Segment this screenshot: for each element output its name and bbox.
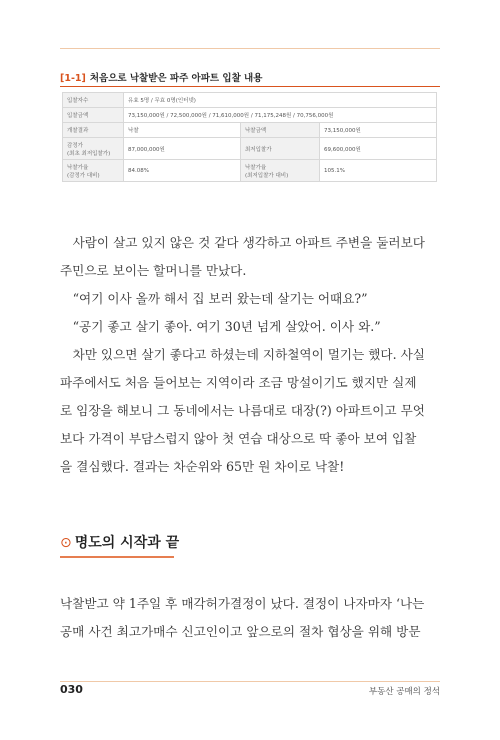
table-row <box>63 160 437 182</box>
section-underline <box>60 556 174 558</box>
bid-amounts-label: 입찰금액 <box>63 108 124 123</box>
min-bid-value: 69,600,000원 <box>319 138 436 160</box>
table-caption <box>60 70 262 84</box>
paragraph-2 <box>60 285 448 313</box>
result-label: 개찰결과 <box>63 123 124 138</box>
min-bid-label: 최저입찰가 <box>240 138 319 160</box>
text-line: “여기 이사 올까 해서 집 보러 왔는데 살기는 어때요?” <box>60 291 368 306</box>
text-line: 공매 사건 최고가매수 신고인이고 앞으로의 절차 협상을 위해 방문 <box>60 624 421 639</box>
table-tag: [1-1] <box>60 73 86 84</box>
table-row <box>63 108 437 123</box>
section-heading-text: 명도의 시작과 끝 <box>74 535 180 551</box>
winning-bid-value: 73,150,000원 <box>319 123 436 138</box>
bidders-value: 유효 5명 / 무효 0명(인터넷) <box>124 93 437 108</box>
result-value: 낙찰 <box>124 123 241 138</box>
text-line: 파주에서도 처음 들어보는 지역이라 조금 망설이기도 했지만 실제 <box>60 375 417 390</box>
footer-rule <box>60 681 440 682</box>
auction-table <box>62 92 437 182</box>
location-pin-icon: ⊙ <box>60 535 72 551</box>
appraisal-value: 87,000,000원 <box>124 138 241 160</box>
table-title: 처음으로 낙찰받은 파주 아파트 입찰 내용 <box>89 73 263 84</box>
paragraph-5 <box>60 590 448 646</box>
text-line: 낙찰받고 약 1주일 후 매각허가결정이 났다. 결정이 나자마자 ‘나는 <box>60 596 425 611</box>
ratio-appraisal-label: 낙찰가율 (감정가 대비) <box>63 160 124 182</box>
table-row <box>63 138 437 160</box>
bidders-label: 입찰자수 <box>63 93 124 108</box>
winning-bid-label: 낙찰금액 <box>240 123 319 138</box>
page-number: 030 <box>60 683 83 696</box>
paragraph-4 <box>60 341 448 481</box>
ratio-appraisal-value: 84.08% <box>124 160 241 182</box>
text-line: 사람이 살고 있지 않은 것 같다 생각하고 아파트 주변을 둘러보다 <box>60 235 425 250</box>
table-row <box>63 93 437 108</box>
table-row <box>63 123 437 138</box>
section-heading <box>60 532 179 552</box>
caption-rule <box>60 86 440 87</box>
text-line: 을 결심했다. 결과는 차순위와 65만 원 차이로 낙찰! <box>60 459 345 474</box>
text-line: “공기 좋고 살기 좋아. 여기 30년 넘게 살았어. 이사 와.” <box>60 319 381 334</box>
text-line: 주민으로 보이는 할머니를 만났다. <box>60 263 247 278</box>
paragraph-1 <box>60 229 448 285</box>
text-line: 보다 가격이 부담스럽지 않아 첫 연습 대상으로 딱 좋아 보여 입찰 <box>60 431 417 446</box>
paragraph-3 <box>60 313 448 341</box>
bid-amounts-value: 73,150,000원 / 72,500,000원 / 71,610,000원 / 71,175,248원 / 70,756,000원 <box>124 108 437 123</box>
running-title: 부동산 공매의 정석 <box>368 687 440 697</box>
ratio-min-label: 낙찰가율 (최저입찰가 대비) <box>240 160 319 182</box>
ratio-min-value: 105.1% <box>319 160 436 182</box>
text-line: 로 임장을 해보니 그 동네에서는 나름대로 대장(?) 아파트이고 무엇 <box>60 403 425 418</box>
header-rule <box>60 48 440 49</box>
text-line: 차만 있으면 살기 좋다고 하셨는데 지하철역이 멀기는 했다. 사실 <box>60 347 425 362</box>
appraisal-label: 감정가 (최초 최저입찰가) <box>63 138 124 160</box>
